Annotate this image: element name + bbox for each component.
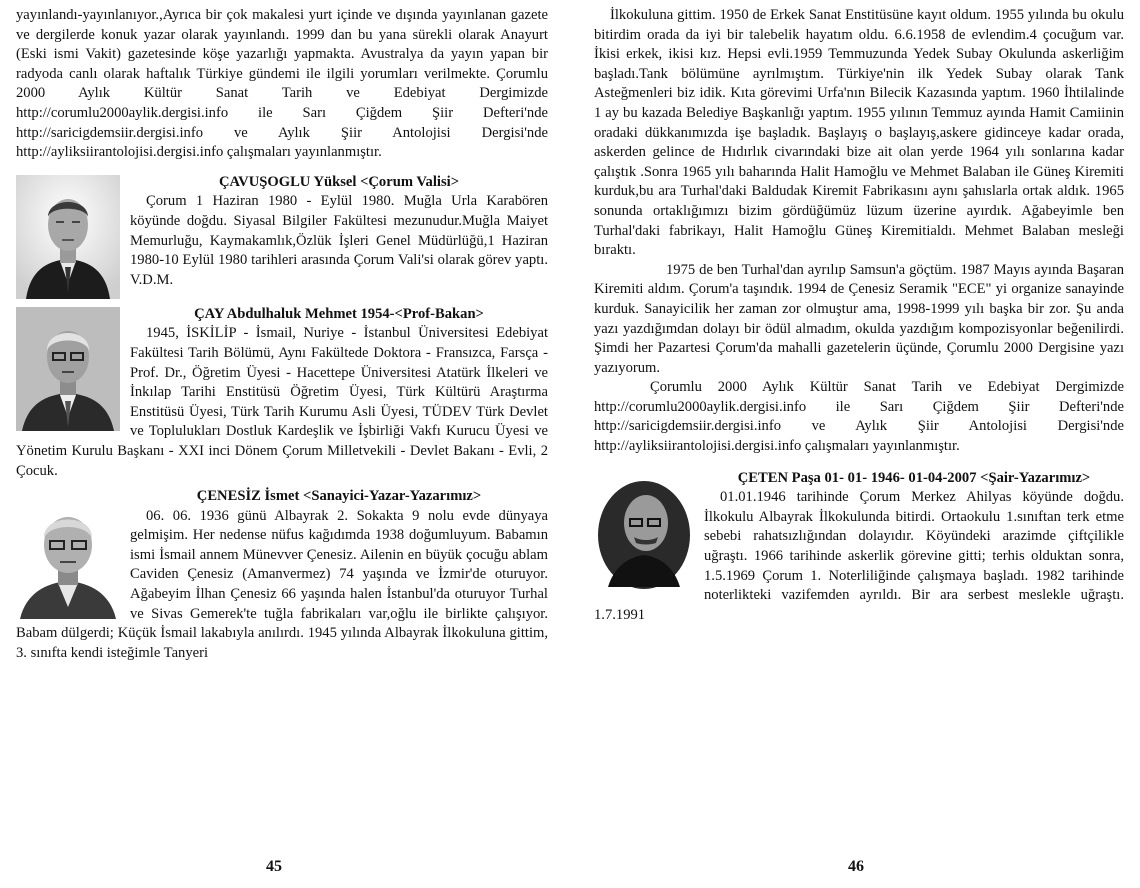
right-page (594, 6, 1124, 625)
portrait-photo (16, 489, 120, 619)
page-number-right: 46 (848, 858, 864, 875)
entry-cavusoglu (16, 173, 548, 301)
entry-text: Çorum 1 Haziran 1980 - Eylül 1980. Muğla Urla Karabören köyünde doğdu. Siyasal Bilgiler Fakültesi mezunudur.Muğla Maiyet Memurluğu, Kaymakamlık,Özlük İşleri Genel Müdürlüğü,1 Haziran 1980-10 Eylül 1980 tarihleri arasında Çorum Vali'si olarak görev yaptı. V.D.M. (130, 193, 548, 288)
entry-text: 01.01.1946 tarihinde Çorum Merkez Ahilyas köyünde doğdu. İlkokulu Albayrak İlkokulunda bitirdi. Ortaokulu 1.sınıftan terk etme sebebi rahatsızlığından dolayıdır. Köyündeki arazimde çiftçilikle uğraştı. 1966 tarihinde askerlik görevine gitti; terhis olduktan sonra, 1.5.1969 Çorum 1. Noterliliğinde çalışmaya başladı. 1982 tarihinde noterlikteki vazifemden ayrıldı. Bir ara serbest meslekle uğraştı. 1.7.1991 (594, 489, 1124, 623)
portrait-photo (16, 175, 120, 299)
paragraph: Çorumlu 2000 Aylık Kültür Sanat Tarih ve Edebiyat Dergimizde http://corumlu2000aylik.dergisi.info ile Sarı Çiğdem Şiir Defteri'nde http://saricigdemsiir.dergisi.info ve Aylık Şiir Antolojisi Dergisi'nde http://ayliksiirantolojisi.dergisi.info çalışmaları yayınlanmıştır. (594, 379, 1124, 455)
paragraph: 1975 de ben Turhal'dan ayrılıp Samsun'a göçtüm. 1987 Mayıs ayında Başaran Kiremiti aldım. Çorum'a taşındık. 1994 de Çenesiz Seramik "ECE" yi organize sanayinde kurduk. Sanayicilik her zaman zor olmuştur ama, 1998-1999 yılı başka bir zor. Şu anda yazı yazdığımdan dolayı bir ödül almadım, okulda yazdığım kompozisyonlar beğenilirdi. Şimdi her Pazartesi Çorum'da mahalli gazetelerin üçünde, Çorumlu 2000 Dergisine yazı yazıyorum. (594, 261, 1124, 376)
portrait-photo (16, 307, 120, 431)
page-number-left: 45 (266, 858, 282, 875)
portrait-photo (594, 471, 694, 591)
paragraph: İlkokuluna gittim. 1950 de Erkek Sanat Enstitüsüne kayıt oldum. 1955 yılında bu okulu bitirdim orada da iyi bir talebelik hayatım oldu. 6.6.1958 de evlendim.4 çocuğum var. İkisi erkek, ikisi kız. Hepsi evli.1959 Temmuzunda Yedek Subay Okulunda askerliğim başladı.Tank bölümüne ayrılmıştım. Türkiye'nin ilk Yedek Subay olarak Tank Asteğmenleri biz idik. Kıta görevimi Urfa'nın Bilecik Kazasında yaptım. 1960 İhtilalinde 1 ay bu kazada Belediye Başkanlığı yaptım. 1955 yılının Temmuz ayında Hamit Camiinin oradaki dükkanımızda işe başladık. Başlayış o başlayış,askere gidinceye kadar orada, askerden gelince de Hıdırlık civarındaki bize ait olan yerde 1964 yılı sonlarına kadar çalıştık .Sonra 1965 yılı baharında Halit Hamoğlu ve Mehmet Balaban ile Güneş Kiremiti kurduk,bu ara Turhal'daki Baldudak Kiremit Fabrikasını aynı şahıslarla ortak aldık. 1965 sonunda ortaklığımızı bizim gördüğümüz lüzum üzerine ayırdık. Ağabeyimle ben Turhal'daki fabrikayı, Halit Hamoğlu Güneş Kiremitialdı. Mehmet Balaban mesleği bıraktı. (594, 7, 1124, 259)
entry-text: 06. 06. 1936 günü Albayrak 2. Sokakta 9 nolu evde dünyaya gelmişim. Her nedense nüfus kağıdımda 1938 doğumluyum. Babamın ismi İsmail annem Münevver Çenesiz. Ailenin en büyük çocuğu ablam Caviden Çenesiz (Amanvermez) 74 yaşında ve İzmir'de oturuyor. Ağabeyim İlhan Çenesiz 66 yaşında halen İstanbul'da oturuyor Turhal ve Sivas Gemerek'te tuğla fabrikaları var,oğlu ile birlikte çalışıyor. Babam dülgerdi; Küçük İsmail lakabıyla anılırdı. 1945 yılında Albayrak İlkokuluna gittim, 3. sınıfta kendi isteğimle Tanyeri (16, 507, 548, 661)
entry-title: ÇAY Abdulhaluk Mehmet 1954-<Prof-Bakan> (194, 305, 484, 322)
entry-title: ÇETEN Paşa 01- 01- 1946- 01-04-2007 <Şair-Yazarımız> (737, 469, 1091, 486)
entry-cay (16, 305, 548, 481)
intro-paragraph: yayınlandı-yayınlanıyor.,Ayrıca bir çok makalesi yurt içinde ve dışında yayınlanan gazete ve dergilerde konuk yazar olarak yayınlandı. 1999 dan bu yana sürekli olarak Anayurt (Eski ismi Vakit) gazetesinde köşe yazarlığı yapmakta. Avustralya da yayın yapan bir radyoda canlı olarak haftalık Türkiye gündemi ile ilgili yorumları verilmekte. Çorumlu 2000 Aylık Kültür Sanat Tarih ve Edebiyat Dergimizde http://corumlu2000aylik.dergisi.info ile Sarı Çiğdem Şiir Defteri'nde http://saricigdemsiir.dergisi.info ve Aylık Şiir Antolojisi Dergisi'nde http://ayliksiirantolojisi.dergisi.info çalışmaları yayınlanmıştır. (16, 7, 548, 161)
entry-ceten (594, 469, 1124, 626)
left-page (16, 6, 548, 663)
entry-title: ÇENESİZ İsmet <Sanayici-Yazar-Yazarımız> (196, 488, 482, 505)
entry-title: ÇAVUŞOGLU Yüksel <Çorum Valisi> (218, 173, 460, 190)
entry-text: 1945, İSKİLİP - İsmail, Nuriye - İstanbul Üniversitesi Edebiyat Fakültesi Tarih Bölümü, Aynı Fakültede Doktora - Fransızca, Farsça - Prof. Dr., Öğretim Üyesi - Hacettepe Üniversitesi Atatürk İlkeleri ve İnkılap Tarihi Enstitüsü Öğretim Üyesi, Türk Kültürü Araştırma Enstitüsü Üyesi, Türk Tarih Kurumu Asli Üyesi, TÜDEV Türk Devlet ve Toplulukları Dostluk Kardeşlik ve İşbirliği Vakfı Kurucu Üyesi ve Yönetim Kurulu Başkanı - XXI inci Dönem Çorum Milletvekili - Devlet Bakanı - Evli, 2 Çocuk. (16, 325, 548, 479)
entry-cenesiz (16, 487, 548, 663)
